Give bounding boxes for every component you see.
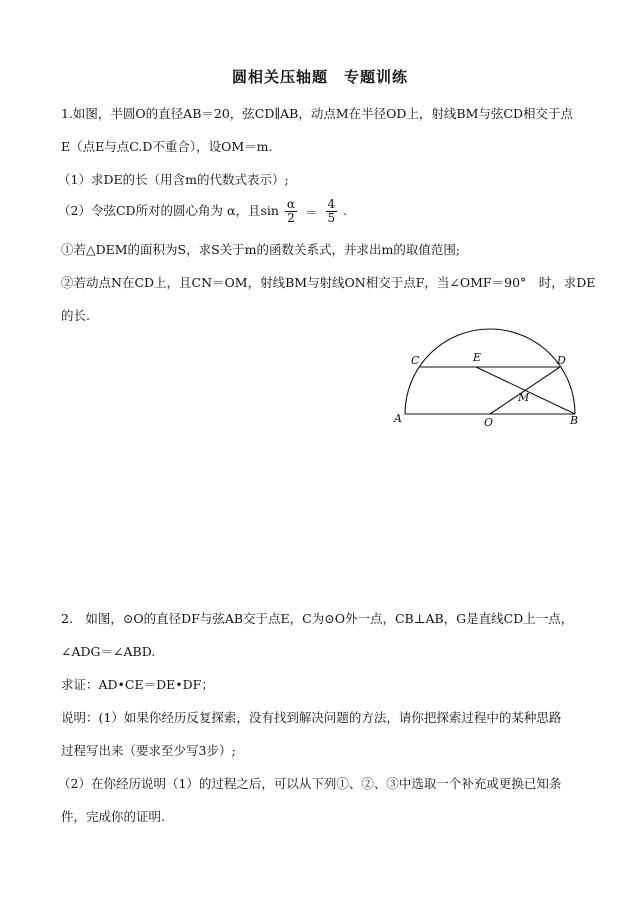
q1-line2: E（点E与点C.D不重合），设OM＝m.	[61, 139, 273, 154]
q2-prove: 求证：AD•CE＝DE•DF；	[61, 677, 214, 692]
label-c: C	[411, 354, 420, 367]
label-o: O	[484, 416, 494, 429]
label-b: B	[570, 414, 579, 427]
fraction-denominator: 2	[287, 211, 295, 225]
label-a: A	[394, 412, 402, 425]
fraction-four-fifths	[326, 198, 338, 225]
q1-part2-suffix: .	[343, 203, 348, 218]
q1-line1: 1.如图，半圆O的直径AB＝20，弦CD∥AB，动点M在半径OD上，射线BM与弦CD相交于点	[61, 106, 574, 121]
q2-note2-line1: （2）在你经历说明（1）的过程之后，可以从下列①、②、③中选取一个补充或更换已知条	[58, 776, 562, 791]
q2-note2-line2: 件，完成你的证明.	[61, 809, 165, 824]
fraction-numerator: 4	[327, 197, 336, 211]
label-e: E	[473, 351, 482, 364]
q2-note1-line2: 过程写出来（要求至少写3步）;	[61, 743, 236, 758]
semicircle-arc	[405, 329, 575, 414]
page-title: 圆相关压轴题 专题训练	[231, 68, 408, 86]
q1-part1: （1）求DE的长（用含m的代数式表示）;	[58, 172, 289, 187]
q1-part2	[58, 198, 347, 225]
q2-line1: 2. 如图，⊙O的直径DF与弦AB交于点E，C为⊙O外一点，CB⊥AB，G是直线CD上一点，	[61, 611, 574, 626]
q2-line2: ∠ADG＝∠ABD.	[61, 644, 156, 659]
q1-sub2-line1: ②若动点N在CD上，且CN＝OM，射线BM与射线ON相交于点F，当∠OMF＝90° 时，求DE	[61, 275, 596, 290]
q2-note1-line1: 说明：(1）如果你经历反复探索，没有找到解决问题的方法，请你把探索过程中的某种思路	[61, 710, 562, 725]
label-m: M	[518, 391, 530, 404]
fraction-numerator: α	[286, 197, 296, 211]
q1-sub1: ①若△DEM的面积为S，求S关于m的函数关系式，并求出m的取值范围;	[61, 242, 461, 257]
q1-sub2-line2: 的长.	[61, 308, 90, 323]
equals-sign: ＝	[305, 204, 318, 220]
semicircle-figure	[392, 328, 592, 432]
fraction-denominator: 5	[327, 211, 336, 225]
label-d: D	[557, 354, 566, 367]
q1-part2-prefix: （2）令弦CD所对的圆心角为 α，且sin	[58, 203, 279, 218]
fraction-alpha-over-2	[285, 198, 297, 225]
